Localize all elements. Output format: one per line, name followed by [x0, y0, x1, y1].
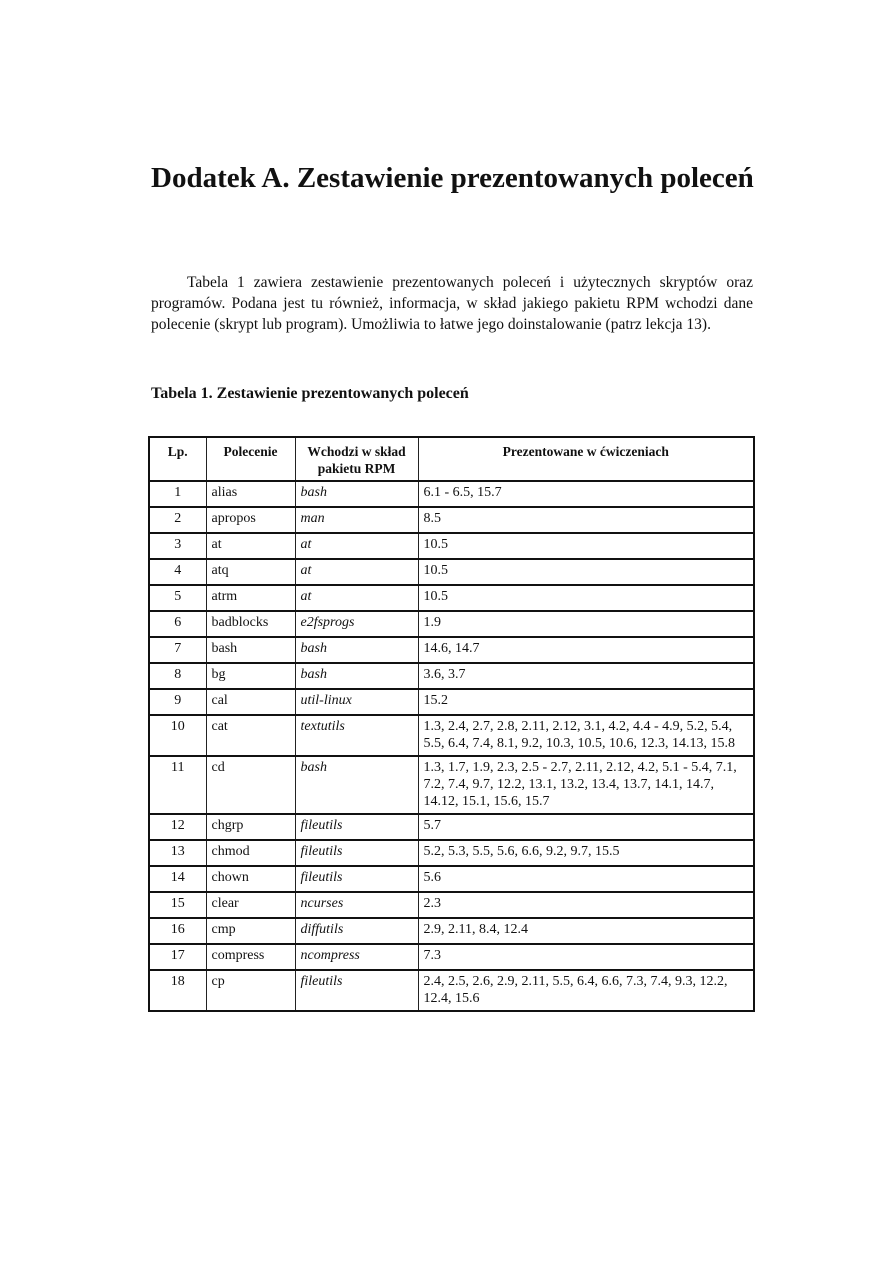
table-row — [149, 944, 754, 970]
exercise-refs: 1.3, 2.4, 2.7, 2.8, 2.11, 2.12, 3.1, 4.2, 4.4 - 4.9, 5.2, 5.4, 5.5, 6.4, 7.4, 8.1, 9.2, 10.3, 10.5, 10.6, 12.3, 14.13, 15.8 — [418, 715, 754, 756]
table-header — [149, 437, 754, 481]
table-row — [149, 533, 754, 559]
rpm-package: fileutils — [295, 866, 418, 892]
command-name: chgrp — [206, 814, 295, 840]
table-row — [149, 970, 754, 1011]
row-number: 3 — [149, 533, 206, 559]
table-row — [149, 866, 754, 892]
command-name: badblocks — [206, 611, 295, 637]
table-row — [149, 559, 754, 585]
rpm-package: fileutils — [295, 814, 418, 840]
table-row — [149, 481, 754, 507]
row-number: 13 — [149, 840, 206, 866]
rpm-package: e2fsprogs — [295, 611, 418, 637]
row-number: 8 — [149, 663, 206, 689]
table-caption: Tabela 1. Zestawienie prezentowanych poleceń — [151, 385, 469, 402]
command-name: bg — [206, 663, 295, 689]
rpm-package: util-linux — [295, 689, 418, 715]
exercise-refs: 1.3, 1.7, 1.9, 2.3, 2.5 - 2.7, 2.11, 2.12, 4.2, 5.1 - 5.4, 7.1, 7.2, 7.4, 9.7, 12.2, 13.1, 13.2, 13.4, 13.7, 14.1, 14.7, 14.12, 15.1, 15.6, 15.7 — [418, 756, 754, 814]
table-row — [149, 840, 754, 866]
row-number: 2 — [149, 507, 206, 533]
row-number: 14 — [149, 866, 206, 892]
table-row — [149, 892, 754, 918]
row-number: 5 — [149, 585, 206, 611]
row-number: 4 — [149, 559, 206, 585]
command-name: chown — [206, 866, 295, 892]
table-row — [149, 756, 754, 814]
row-number: 9 — [149, 689, 206, 715]
command-name: apropos — [206, 507, 295, 533]
table-body — [149, 481, 754, 1011]
table-row — [149, 585, 754, 611]
row-number: 10 — [149, 715, 206, 756]
rpm-package: ncurses — [295, 892, 418, 918]
command-name: at — [206, 533, 295, 559]
rpm-package: bash — [295, 481, 418, 507]
exercise-refs: 5.6 — [418, 866, 754, 892]
rpm-package: at — [295, 559, 418, 585]
header-command: Polecenie — [206, 437, 295, 481]
commands-table — [148, 436, 755, 1012]
rpm-package: at — [295, 585, 418, 611]
rpm-package: ncompress — [295, 944, 418, 970]
command-name: cmp — [206, 918, 295, 944]
command-name: atq — [206, 559, 295, 585]
command-name: cp — [206, 970, 295, 1011]
command-name: alias — [206, 481, 295, 507]
exercise-refs: 2.3 — [418, 892, 754, 918]
exercise-refs: 5.2, 5.3, 5.5, 5.6, 6.6, 9.2, 9.7, 15.5 — [418, 840, 754, 866]
command-name: cal — [206, 689, 295, 715]
row-number: 15 — [149, 892, 206, 918]
row-number: 16 — [149, 918, 206, 944]
rpm-package: textutils — [295, 715, 418, 756]
header-rpm-package: Wchodzi w skład pakietu RPM — [295, 437, 418, 481]
exercise-refs: 8.5 — [418, 507, 754, 533]
command-name: compress — [206, 944, 295, 970]
intro-paragraph: Tabela 1 zawiera zestawienie prezentowanych poleceń i użytecznych skryptów oraz programów. Podana jest tu również, informacja, w skład jakiego pakietu RPM wchodzi dane polecenie (skrypt lub program). Umożliwia to łatwe jego doinstalowanie (patrz lekcja 13). — [151, 274, 753, 333]
rpm-package: bash — [295, 756, 418, 814]
exercise-refs: 10.5 — [418, 533, 754, 559]
table-row — [149, 689, 754, 715]
rpm-package: man — [295, 507, 418, 533]
row-number: 17 — [149, 944, 206, 970]
row-number: 18 — [149, 970, 206, 1011]
exercise-refs: 5.7 — [418, 814, 754, 840]
table-row — [149, 814, 754, 840]
exercise-refs: 10.5 — [418, 585, 754, 611]
exercise-refs: 1.9 — [418, 611, 754, 637]
exercise-refs: 15.2 — [418, 689, 754, 715]
table-row — [149, 507, 754, 533]
exercise-refs: 3.6, 3.7 — [418, 663, 754, 689]
rpm-package: bash — [295, 637, 418, 663]
row-number: 12 — [149, 814, 206, 840]
command-name: chmod — [206, 840, 295, 866]
exercise-refs: 14.6, 14.7 — [418, 637, 754, 663]
rpm-package: at — [295, 533, 418, 559]
header-exercises: Prezentowane w ćwiczeniach — [418, 437, 754, 481]
exercise-refs: 2.9, 2.11, 8.4, 12.4 — [418, 918, 754, 944]
rpm-package: fileutils — [295, 840, 418, 866]
row-number: 7 — [149, 637, 206, 663]
command-name: bash — [206, 637, 295, 663]
page-title: Dodatek A. Zestawienie prezentowanych poleceń — [151, 162, 754, 194]
row-number: 6 — [149, 611, 206, 637]
row-number: 11 — [149, 756, 206, 814]
row-number: 1 — [149, 481, 206, 507]
command-name: clear — [206, 892, 295, 918]
table-row — [149, 715, 754, 756]
exercise-refs: 6.1 - 6.5, 15.7 — [418, 481, 754, 507]
rpm-package: diffutils — [295, 918, 418, 944]
table-row — [149, 611, 754, 637]
table-row — [149, 663, 754, 689]
command-name: cat — [206, 715, 295, 756]
rpm-package: fileutils — [295, 970, 418, 1011]
exercise-refs: 10.5 — [418, 559, 754, 585]
exercise-refs: 2.4, 2.5, 2.6, 2.9, 2.11, 5.5, 6.4, 6.6, 7.3, 7.4, 9.3, 12.2, 12.4, 15.6 — [418, 970, 754, 1011]
command-name: cd — [206, 756, 295, 814]
table-row — [149, 637, 754, 663]
table-header-row — [149, 437, 754, 481]
rpm-package: bash — [295, 663, 418, 689]
table-row — [149, 918, 754, 944]
command-name: atrm — [206, 585, 295, 611]
exercise-refs: 7.3 — [418, 944, 754, 970]
header-lp: Lp. — [149, 437, 206, 481]
